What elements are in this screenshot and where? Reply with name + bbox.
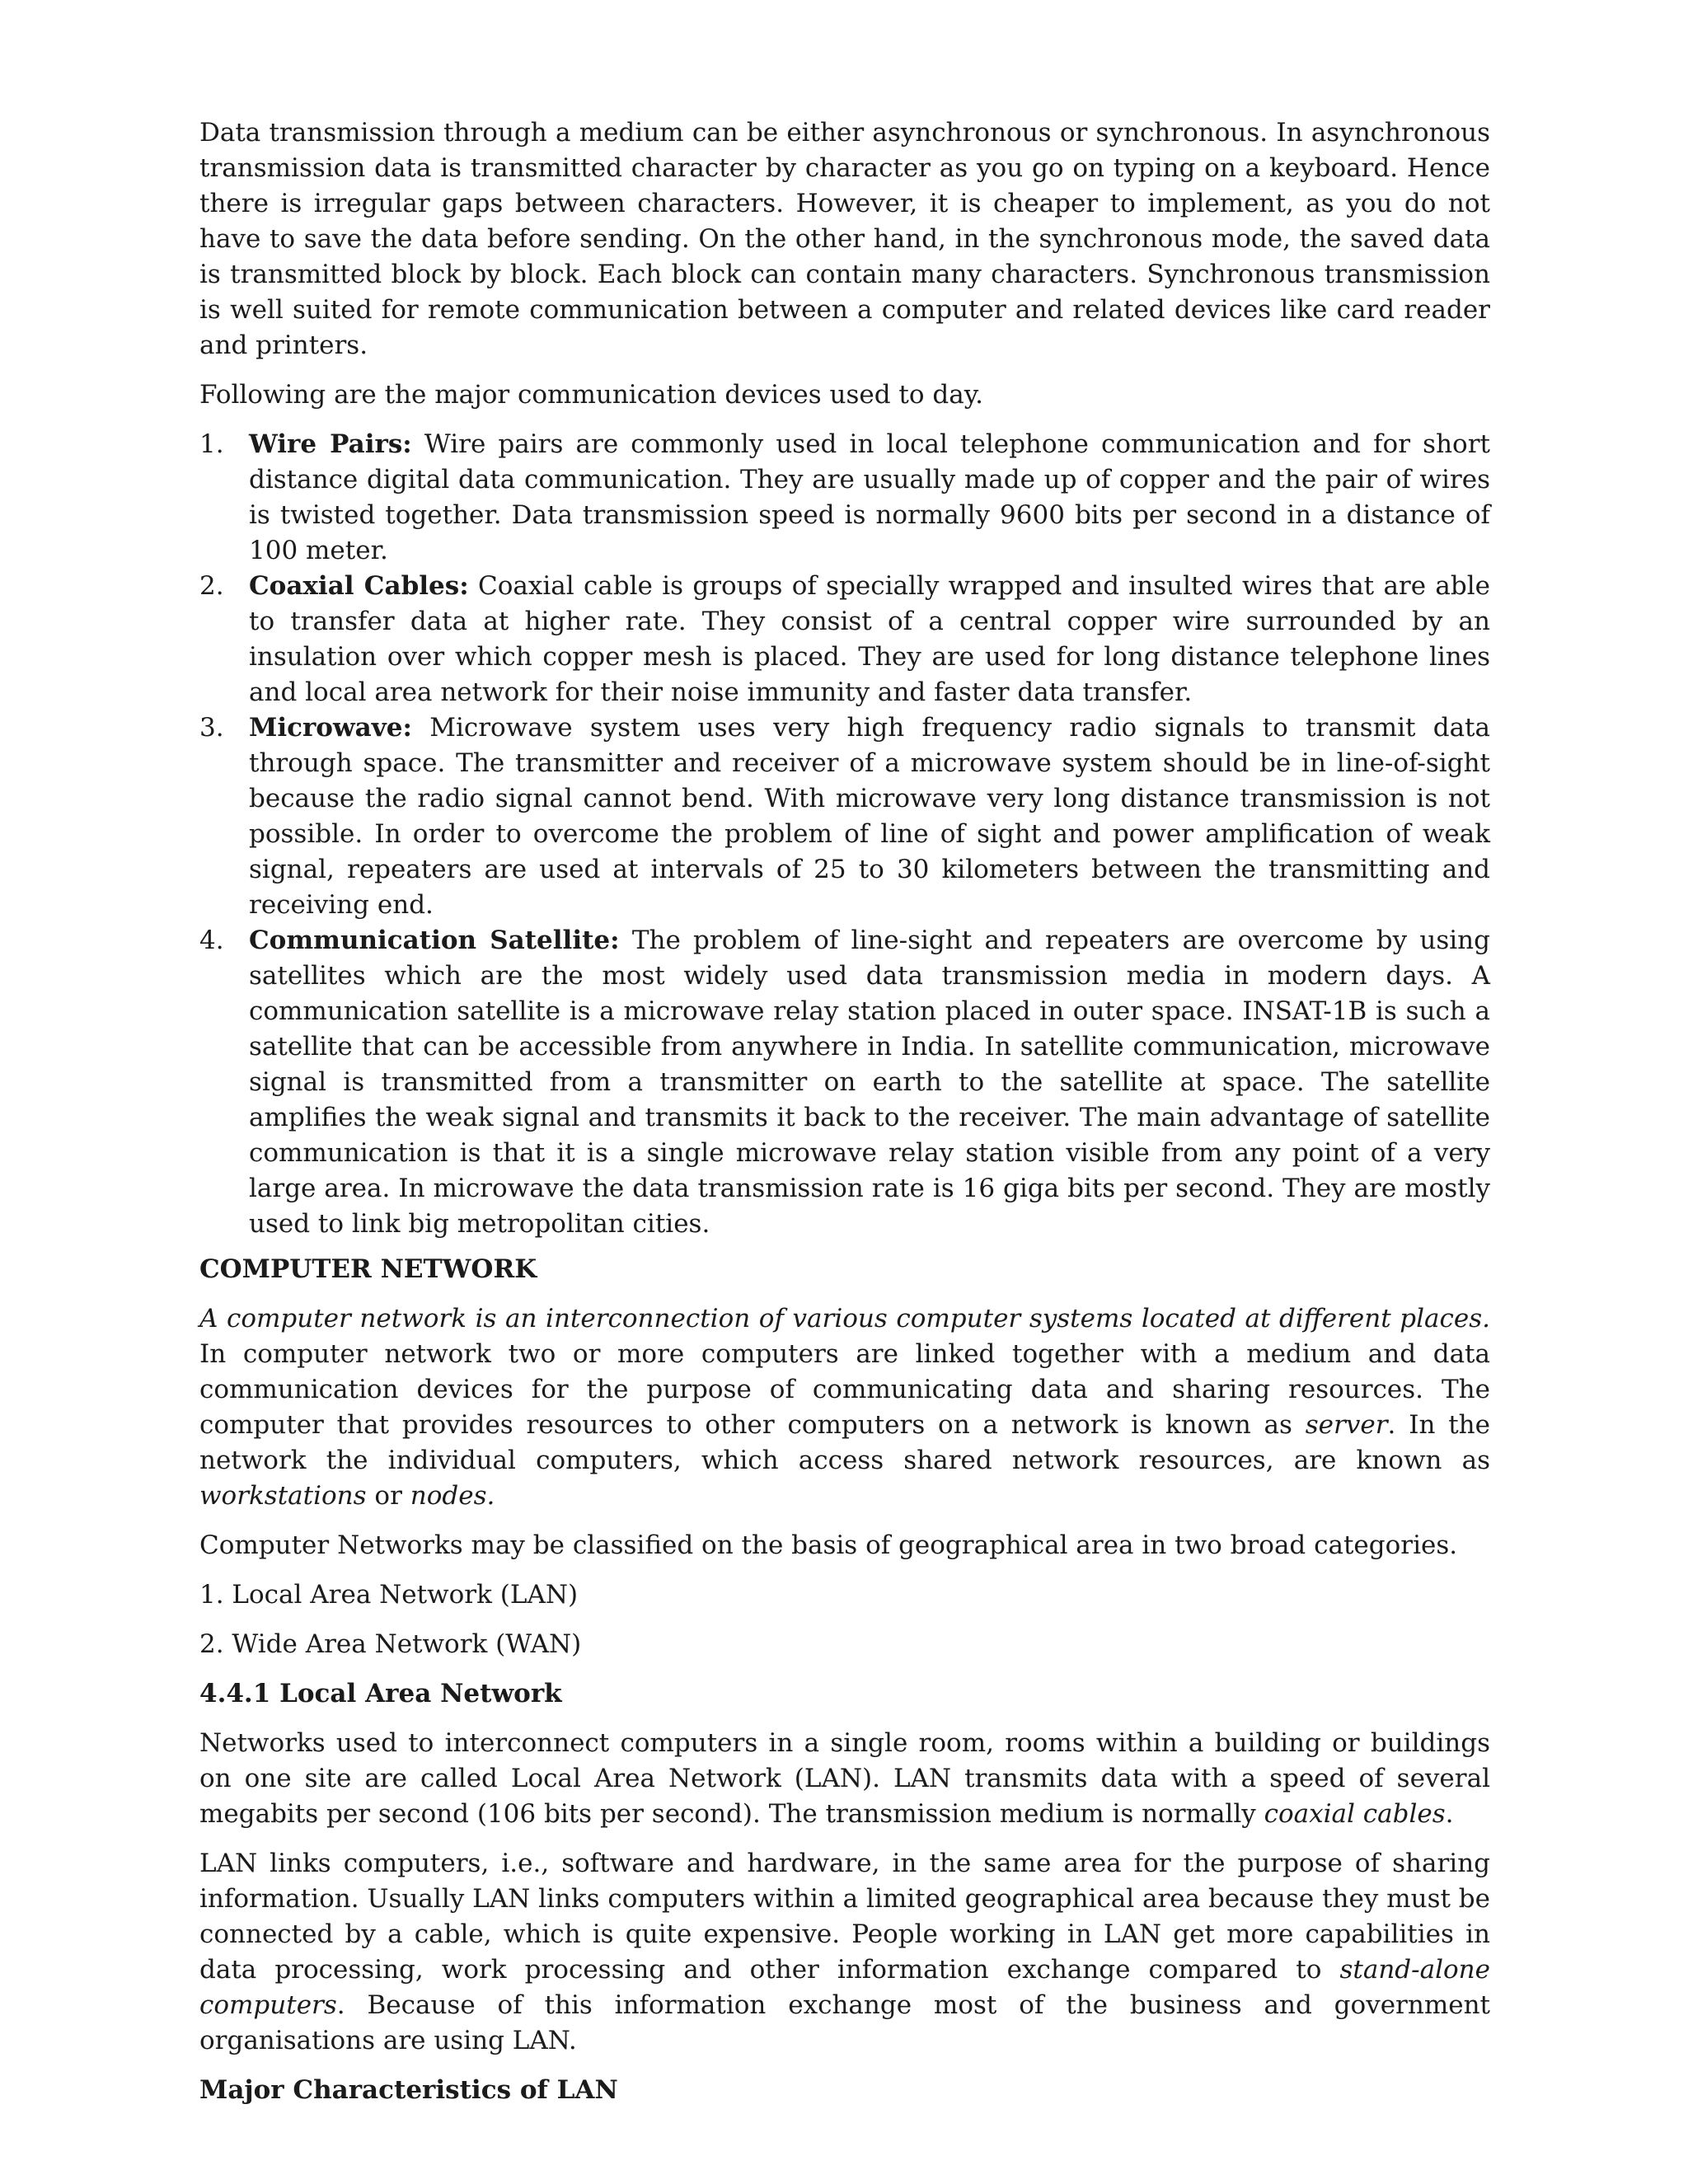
lan-p2-end: . Because of this information exchange most of the business and government organisations are using LAN. <box>199 1990 1490 2055</box>
term-nodes: nodes. <box>410 1481 495 1511</box>
list-item-microwave <box>199 710 1490 923</box>
list-item-wire-pairs <box>199 427 1490 569</box>
term-coaxial-cables: Coaxial Cables: <box>249 571 469 601</box>
desc-microwave: Microwave system uses very high frequency radio signals to transmit data through space. The transmitter and receiver of a microwave system should be in line-of-sight because the radio signal cannot bend. With microwave very long distance transmission is not possible. In order to overcome the problem of line of sight and power amplification of weak signal, repeaters are used at intervals of 25 to 30 kilometers between the transmitting and receiving end. <box>249 713 1490 920</box>
lan-paragraph-1 <box>199 1726 1490 1832</box>
category-wan: 2. Wide Area Network (WAN) <box>199 1629 582 1659</box>
intro-paragraph: Data transmission through a medium can be either asynchronous or synchronous. In asynchronous transmission data is transmitted character by character as you go on typing on a keyboard. Hence there is irregular gaps between characters. However, it is cheaper to implement, as you do not have to save the data before sending. On the other hand, in the synchronous mode, the saved data is transmitted block by block. Each block can contain many characters. Synchronous transmission is well suited for remote communication between a computer and related devices like card reader and printers. <box>199 118 1490 360</box>
lan-p2-text: LAN links computers, i.e., software and hardware, in the same area for the purpose of sharing information. Usually LAN links computers within a limited geographical area because they must be connected by a cable, which is quite expensive. People working in LAN get more capabilities in data processing, work processing and other information exchange compared to <box>199 1849 1490 1985</box>
document-page <box>199 115 1490 2122</box>
list-number: 3. <box>199 713 224 743</box>
list-item-communication-satellite <box>199 923 1490 1242</box>
list-number: 2. <box>199 571 224 601</box>
section-heading-lan: 4.4.1 Local Area Network <box>199 1679 562 1708</box>
section-heading-computer-network: COMPUTER NETWORK <box>199 1254 537 1284</box>
network-or: or <box>366 1481 410 1511</box>
term-coaxial: coaxial cables <box>1264 1799 1446 1829</box>
category-lan: 1. Local Area Network (LAN) <box>199 1580 579 1610</box>
network-body-1: In computer network two or more computers are linked together with a medium and data communication devices for the purpose of communicating data and sharing resources. The computer that provides resources to other computers on a network is known as <box>199 1339 1490 1440</box>
section-heading-lan-characteristics: Major Characteristics of LAN <box>199 2075 618 2105</box>
list-item-coaxial-cables <box>199 569 1490 710</box>
term-server: server <box>1305 1410 1388 1440</box>
desc-coaxial-cables: Coaxial cable is groups of specially wrapped and insulted wires that are able to transfer data at higher rate. They consist of a central copper wire surrounded by an insulation over which copper mesh is placed. They are used for long distance telephone lines and local area network for their noise immunity and faster data transfer. <box>249 571 1491 707</box>
network-definition: A computer network is an interconnection of various computer systems located at different places. <box>199 1304 1490 1333</box>
network-body-2: . In the network the individual computers, which access shared network resources, are known as <box>199 1410 1490 1475</box>
term-workstations: workstations <box>199 1481 367 1511</box>
term-stand-alone: stand-alone computers <box>199 1955 1490 2020</box>
network-classification: Computer Networks may be classified on the basis of geographical area in two broad categories. <box>199 1530 1458 1560</box>
term-microwave: Microwave: <box>249 713 412 743</box>
network-definition-paragraph <box>199 1301 1490 1514</box>
lan-paragraph-2 <box>199 1846 1490 2059</box>
devices-list <box>199 427 1490 1242</box>
lan-p1-text: Networks used to interconnect computers in a single room, rooms within a building or buildings on one site are called Local Area Network (LAN). LAN transmits data with a speed of several megabits per second (106 bits per second). The transmission medium is normally <box>199 1728 1490 1829</box>
list-number: 4. <box>199 926 224 955</box>
term-communication-satellite: Communication Satellite: <box>249 926 620 955</box>
lan-p1-end: . <box>1445 1799 1454 1829</box>
list-number: 1. <box>199 429 224 459</box>
devices-intro: Following are the major communication devices used to day. <box>199 380 983 410</box>
term-wire-pairs: Wire Pairs: <box>249 429 412 459</box>
desc-communication-satellite: The problem of line-sight and repeaters are overcome by using satellites which are the most widely used data transmission media in modern days. A communication satellite is a microwave relay station placed in outer space. INSAT-1B is such a satellite that can be accessible from anywhere in India. In satellite communication, microwave signal is transmitted from a transmitter on earth to the satellite at space. The satellite amplifies the weak signal and transmits it back to the receiver. The main advantage of satellite communication is that it is a single microwave relay station visible from any point of a very large area. In microwave the data transmission rate is 16 giga bits per second. They are mostly used to link big metropolitan cities. <box>249 926 1490 1239</box>
desc-wire-pairs: Wire pairs are commonly used in local telephone communication and for short distance digital data communication. They are usually made up of copper and the pair of wires is twisted together. Data transmission speed is normally 9600 bits per second in a distance of 100 meter. <box>249 429 1490 565</box>
